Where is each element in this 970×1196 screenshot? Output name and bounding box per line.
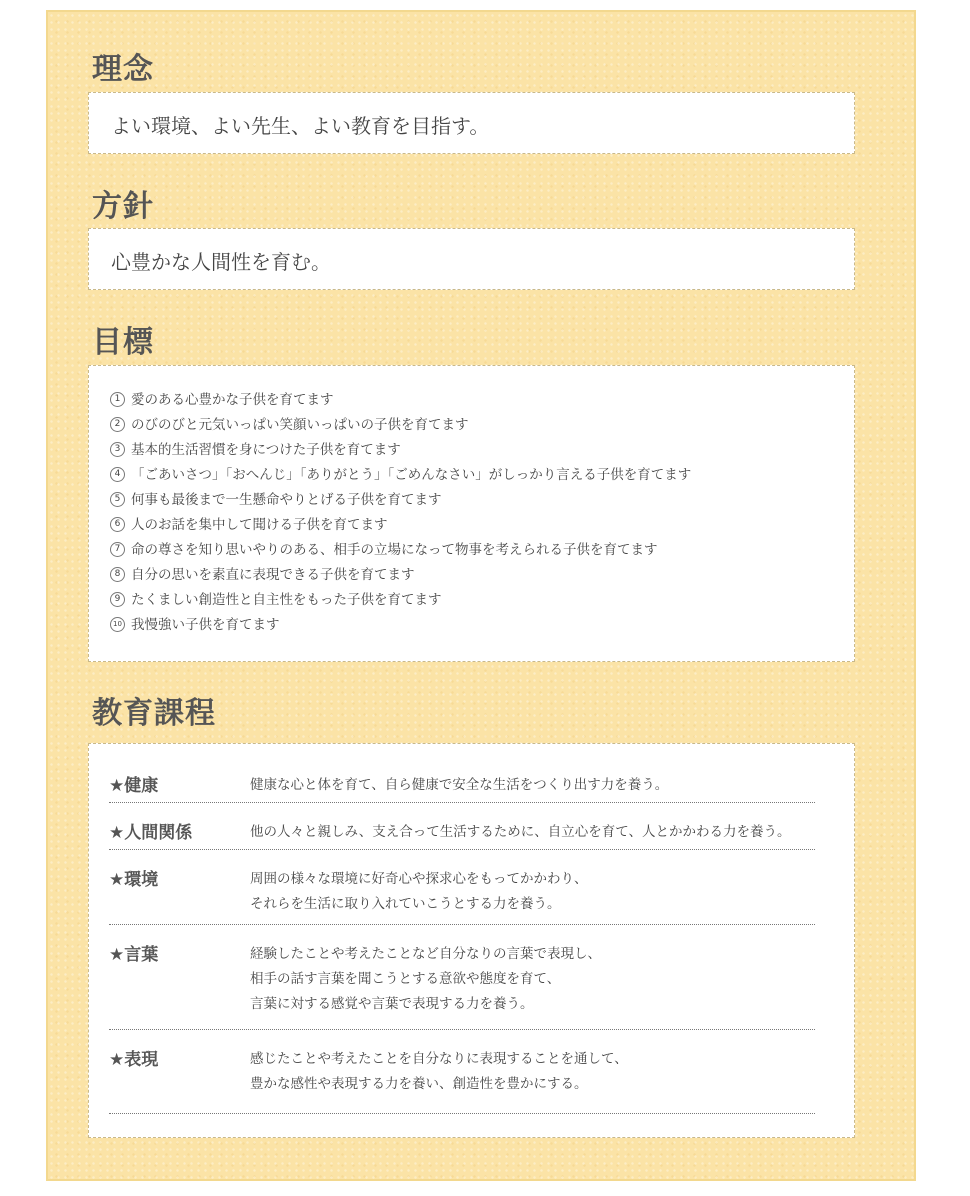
policy-box xyxy=(88,228,855,290)
goal-number: 2 xyxy=(110,417,125,432)
goal-text: たくましい創造性と自主性をもった子供を育てます xyxy=(131,592,442,608)
curriculum-line: 他の人々と親しみ、支え合って生活するために、自立心を育て、人とかかわる力を養う。 xyxy=(250,824,791,840)
goal-text: 人のお話を集中して聞ける子供を育てます xyxy=(131,517,388,533)
goal-number: 1 xyxy=(110,392,125,407)
curriculum-description xyxy=(250,942,601,1017)
curriculum-line: 感じたことや考えたことを自分なりに表現することを通して、 xyxy=(250,1051,628,1067)
goal-item xyxy=(110,563,691,588)
philosophy-box xyxy=(88,92,855,154)
goal-item xyxy=(110,438,691,463)
curriculum-label: ★環境 xyxy=(109,870,159,890)
curriculum-label: ★言葉 xyxy=(109,945,159,965)
curriculum-description xyxy=(250,1047,628,1097)
goal-number: 3 xyxy=(110,442,125,457)
goal-text: 何事も最後まで一生懸命やりとげる子供を育てます xyxy=(131,492,442,508)
goal-text: 基本的生活習慣を身につけた子供を育てます xyxy=(131,442,401,458)
goal-text: 命の尊さを知り思いやりのある、相手の立場になって物事を考えられる子供を育てます xyxy=(131,542,658,558)
goals-heading: 目標 xyxy=(92,325,154,360)
policy-text: 心豊かな人間性を育む。 xyxy=(111,250,331,274)
goal-text: 自分の思いを素直に表現できる子供を育てます xyxy=(131,567,415,583)
goal-text: 我慢強い子供を育てます xyxy=(131,617,280,633)
curriculum-row-language xyxy=(109,940,815,1030)
curriculum-description xyxy=(250,867,588,917)
curriculum-row-relationships xyxy=(109,818,815,850)
goal-text: 愛のある心豊かな子供を育てます xyxy=(131,392,334,408)
curriculum-label: ★表現 xyxy=(109,1050,159,1070)
curriculum-box xyxy=(88,743,855,1138)
philosophy-text: よい環境、よい先生、よい教育を目指す。 xyxy=(111,114,490,138)
curriculum-label: ★人間関係 xyxy=(109,823,193,843)
curriculum-line: 健康な心と体を育て、自ら健康で安全な生活をつくり出す力を養う。 xyxy=(250,777,669,793)
policy-heading: 方針 xyxy=(92,189,154,224)
goal-item xyxy=(110,488,691,513)
curriculum-row-expression xyxy=(109,1045,815,1114)
curriculum-row-environment xyxy=(109,865,815,925)
goal-number: 6 xyxy=(110,517,125,532)
curriculum-row-health xyxy=(109,771,815,803)
goal-text: 「ごあいさつ」「おへんじ」「ありがとう」「ごめんなさい」がしっかり言える子供を育てます xyxy=(131,467,692,483)
curriculum-description xyxy=(250,820,791,845)
goal-item xyxy=(110,588,691,613)
goal-item xyxy=(110,613,691,638)
philosophy-heading: 理念 xyxy=(92,52,154,87)
goal-item xyxy=(110,538,691,563)
goal-number: 10 xyxy=(110,617,125,632)
goal-number: 8 xyxy=(110,567,125,582)
curriculum-line: 経験したことや考えたことなど自分なりの言葉で表現し、 xyxy=(250,946,601,962)
goal-item xyxy=(110,513,691,538)
goal-text: のびのびと元気いっぱい笑顔いっぱいの子供を育てます xyxy=(131,417,469,433)
curriculum-description xyxy=(250,773,668,798)
goal-number: 9 xyxy=(110,592,125,607)
goal-item xyxy=(110,413,691,438)
curriculum-label: ★健康 xyxy=(109,776,159,796)
curriculum-line: 豊かな感性や表現する力を養い、創造性を豊かにする。 xyxy=(250,1076,588,1092)
goal-item xyxy=(110,388,691,413)
curriculum-line: 相手の話す言葉を聞こうとする意欲や態度を育て、 xyxy=(250,971,561,987)
goal-number: 7 xyxy=(110,542,125,557)
curriculum-line: それらを生活に取り入れていこうとする力を養う。 xyxy=(250,896,561,912)
goals-list xyxy=(110,388,691,638)
goal-number: 4 xyxy=(110,467,125,482)
goal-number: 5 xyxy=(110,492,125,507)
curriculum-line: 周囲の様々な環境に好奇心や探求心をもってかかわり、 xyxy=(250,871,588,887)
goals-box xyxy=(88,365,855,662)
curriculum-heading: 教育課程 xyxy=(92,696,216,731)
goal-item xyxy=(110,463,691,488)
curriculum-line: 言葉に対する感覚や言葉で表現する力を養う。 xyxy=(250,996,534,1012)
